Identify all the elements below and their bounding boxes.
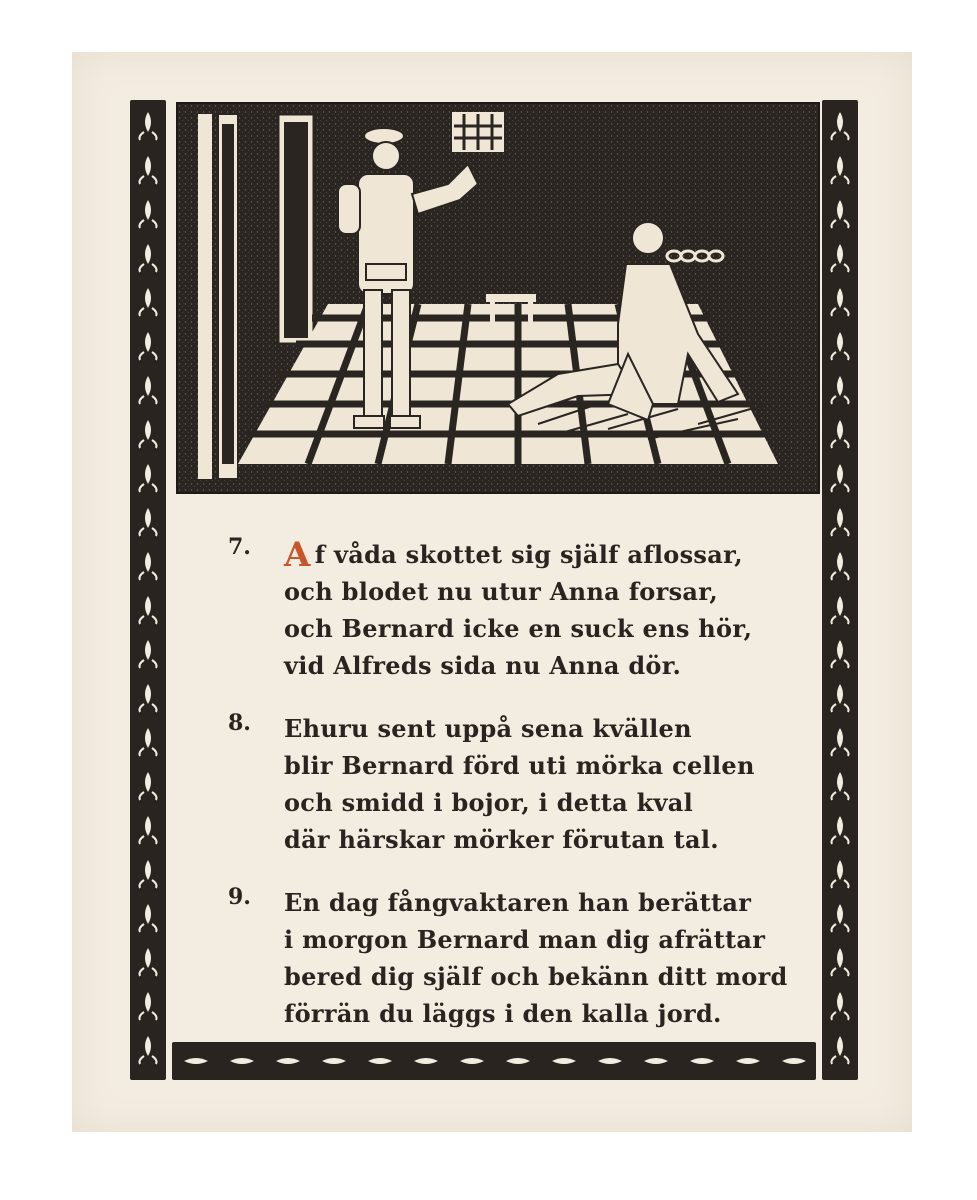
leaf-ornament-icon bbox=[552, 1058, 576, 1064]
leaf-ornament-icon bbox=[140, 1036, 157, 1064]
leaf-ornament-icon bbox=[832, 860, 849, 888]
leaf-ornament-icon bbox=[140, 112, 157, 140]
leaf-ornament-icon bbox=[322, 1058, 346, 1064]
verse-number: 8. bbox=[228, 710, 251, 736]
leaf-ornament-icon bbox=[832, 904, 849, 932]
right-ornamental-border bbox=[822, 100, 858, 1080]
verse-number: 9. bbox=[228, 884, 251, 910]
leaf-ornament-icon bbox=[140, 640, 157, 668]
leaf-ornament-icon bbox=[184, 1058, 208, 1064]
leaf-ornament-icon bbox=[140, 332, 157, 360]
leaf-ornament-icon bbox=[832, 992, 849, 1020]
leaf-ornament-icon bbox=[276, 1058, 300, 1064]
leaf-ornament-icon bbox=[832, 464, 849, 492]
prison-cell-woodcut-icon bbox=[176, 102, 820, 494]
leaf-ornament-icon bbox=[832, 376, 849, 404]
verse bbox=[228, 884, 788, 1032]
leaf-ornament-icon bbox=[832, 948, 849, 976]
leaf-ornament-icon bbox=[140, 684, 157, 712]
verse-line: blir Bernard förd uti mörka cellen bbox=[284, 751, 755, 780]
leaf-ornament-icon bbox=[368, 1058, 392, 1064]
leaf-ornament-icon bbox=[140, 992, 157, 1020]
leaf-ornament-icon bbox=[832, 816, 849, 844]
leaf-ornament-icon bbox=[140, 464, 157, 492]
leaf-ornament-icon bbox=[140, 200, 157, 228]
verse-line: A f våda skottet sig själf aflossar, bbox=[284, 535, 743, 575]
leaf-ornament-icon bbox=[832, 552, 849, 580]
verse-line: förrän du läggs i den kalla jord. bbox=[284, 999, 722, 1028]
verse-line: bered dig själf och bekänn ditt mord bbox=[284, 962, 788, 991]
left-ornamental-border bbox=[130, 100, 166, 1080]
leaf-ornament-icon bbox=[736, 1058, 760, 1064]
leaf-ornament-icon bbox=[140, 376, 157, 404]
verse-line: och Bernard icke en suck ens hör, bbox=[284, 614, 753, 643]
verse-line: En dag fångvaktaren han berättar bbox=[284, 888, 752, 917]
leaf-ornament-icon bbox=[832, 288, 849, 316]
leaf-ornament-icon bbox=[644, 1058, 668, 1064]
verse-line: i morgon Bernard man dig afrättar bbox=[284, 925, 766, 954]
verse-number: 7. bbox=[228, 534, 251, 560]
leaf-ornament-icon bbox=[140, 860, 157, 888]
verse bbox=[228, 534, 788, 684]
verse-line: där härskar mörker förutan tal. bbox=[284, 825, 719, 854]
leaf-ornament-icon bbox=[460, 1058, 484, 1064]
verses-block bbox=[228, 534, 788, 1058]
leaf-ornament-icon bbox=[832, 728, 849, 756]
leaf-ornament-icon bbox=[832, 684, 849, 712]
leaf-ornament-icon bbox=[140, 728, 157, 756]
verse-line: och smidd i bojor, i detta kval bbox=[284, 788, 694, 817]
leaf-ornament-icon bbox=[140, 508, 157, 536]
leaf-ornament-icon bbox=[140, 816, 157, 844]
verse-line: och blodet nu utur Anna forsar, bbox=[284, 577, 719, 606]
leaf-ornament-icon bbox=[140, 772, 157, 800]
leaf-ornament-icon bbox=[832, 640, 849, 668]
verse bbox=[228, 710, 788, 858]
leaf-ornament-icon bbox=[690, 1058, 714, 1064]
rubricated-initial: A bbox=[284, 535, 311, 575]
leaf-ornament-icon bbox=[832, 1036, 849, 1064]
verse-line: Ehuru sent uppå sena kvällen bbox=[284, 714, 692, 743]
leaf-ornament-icon bbox=[598, 1058, 622, 1064]
leaf-ornament-icon bbox=[140, 596, 157, 624]
leaf-ornament-icon bbox=[140, 948, 157, 976]
leaf-ornament-icon bbox=[414, 1058, 438, 1064]
verse-line: vid Alfreds sida nu Anna dör. bbox=[284, 651, 682, 680]
leaf-ornament-icon bbox=[140, 244, 157, 272]
leaf-ornament-icon bbox=[832, 596, 849, 624]
leaf-ornament-icon bbox=[506, 1058, 530, 1064]
leaf-ornament-icon bbox=[832, 772, 849, 800]
leaf-ornament-icon bbox=[832, 332, 849, 360]
leaf-ornament-icon bbox=[140, 156, 157, 184]
leaf-ornament-icon bbox=[832, 156, 849, 184]
leaf-ornament-icon bbox=[832, 508, 849, 536]
leaf-ornament-icon bbox=[140, 420, 157, 448]
leaf-ornament-icon bbox=[832, 420, 849, 448]
leaf-ornament-icon bbox=[230, 1058, 254, 1064]
leaf-ornament-icon bbox=[140, 904, 157, 932]
leaf-ornament-icon bbox=[832, 244, 849, 272]
leaf-ornament-icon bbox=[140, 552, 157, 580]
leaf-ornament-icon bbox=[832, 200, 849, 228]
leaf-ornament-icon bbox=[140, 288, 157, 316]
leaf-ornament-icon bbox=[782, 1058, 806, 1064]
leaf-ornament-icon bbox=[832, 112, 849, 140]
